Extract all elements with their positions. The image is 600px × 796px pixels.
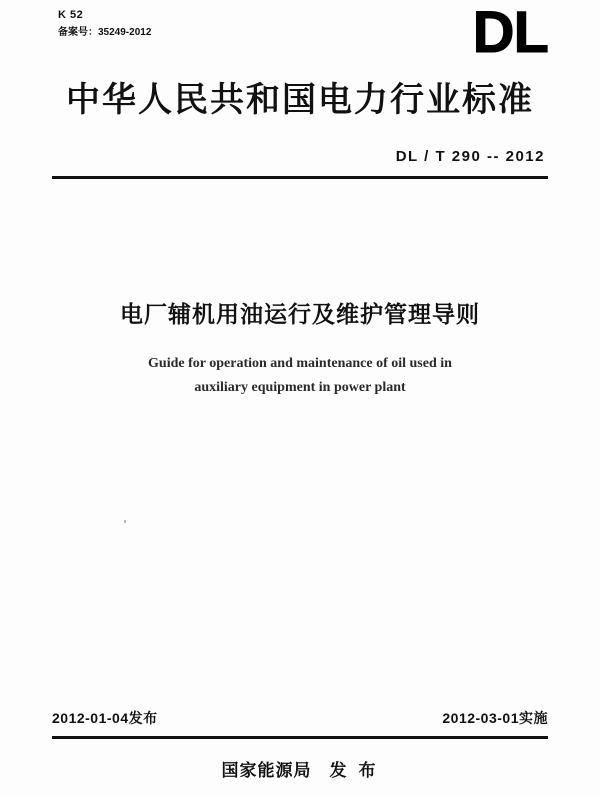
effective-date: 2012-03-01实施 <box>442 710 548 726</box>
document-title-cn: 电厂辅机用油运行及维护管理导则 <box>120 302 480 328</box>
publisher-verb: 发 布 <box>329 761 379 781</box>
classification-block <box>58 8 151 40</box>
dl-logo: DL <box>472 0 548 65</box>
document-title-en <box>0 352 600 400</box>
scan-speck <box>124 520 126 523</box>
standard-number: DL / T 290 -- 2012 <box>395 148 545 165</box>
publisher-line <box>0 756 600 781</box>
divider-bottom <box>52 736 548 739</box>
classification-code: K 52 <box>58 9 84 21</box>
record-number: 备案号：35249-2012 <box>58 26 152 38</box>
date-row <box>52 708 548 728</box>
issue-date: 2012-01-04发布 <box>52 710 158 726</box>
standard-series-title: 中华人民共和国电力行业标准 <box>66 80 534 120</box>
document-title-en-line2: auxiliary equipment in power plant <box>194 379 406 395</box>
document-title-en-line1: Guide for operation and maintenance of oil used in <box>148 356 452 371</box>
publisher-name: 国家能源局 <box>221 761 312 781</box>
divider-top <box>52 176 548 179</box>
